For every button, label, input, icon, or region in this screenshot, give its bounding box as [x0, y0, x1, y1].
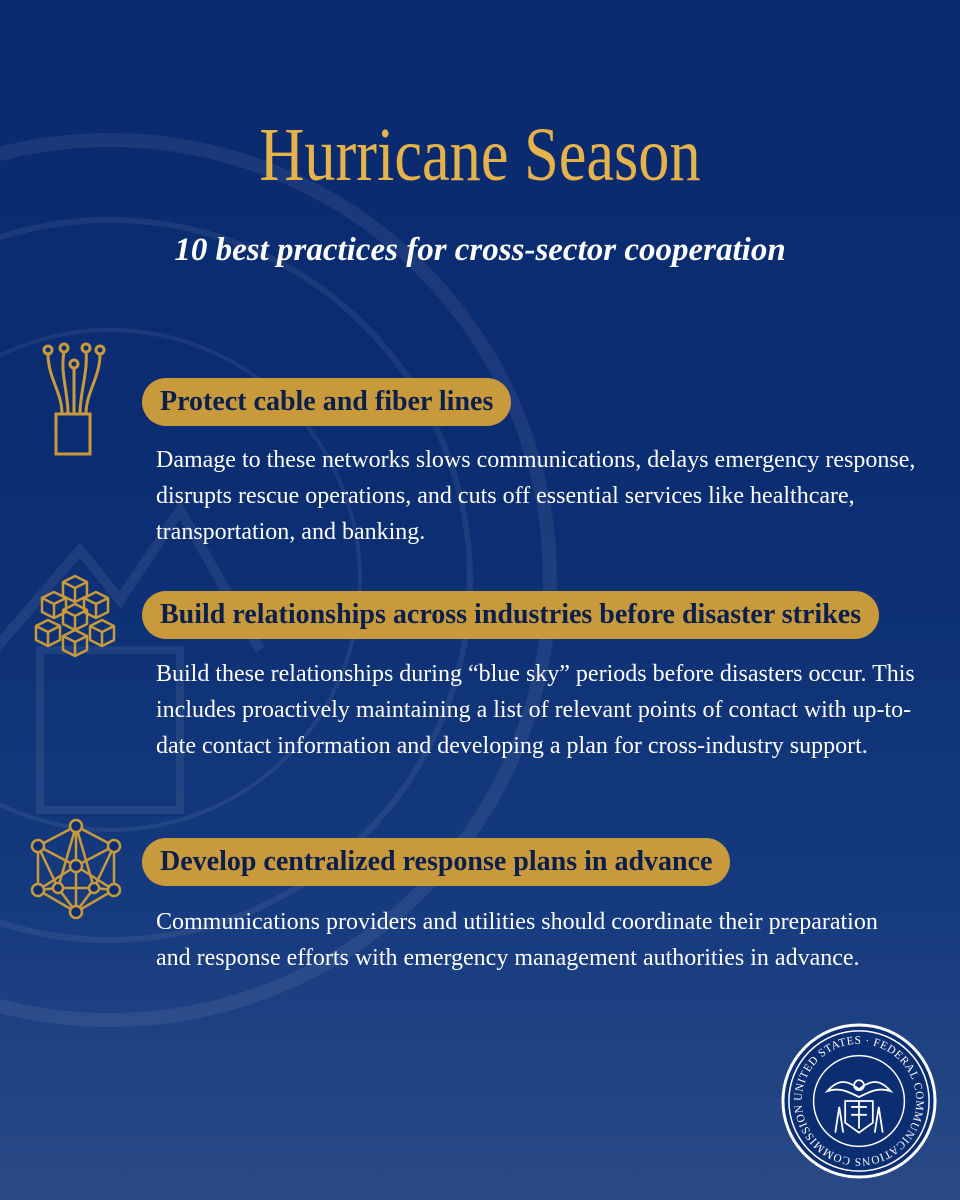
heading-build-relationships: Build relationships across industries before disaster strikes — [142, 591, 879, 639]
network-nodes-icon — [28, 818, 124, 922]
heading-protect-cable: Protect cable and fiber lines — [142, 378, 511, 426]
fiber-cable-icon — [38, 342, 110, 458]
body-protect-cable: Damage to these networks slows communications, delays emergency response, disrupts rescue operations, and cuts off essential services like healthcare, transportation, and banking. — [156, 447, 916, 545]
fcc-seal-icon — [780, 1022, 938, 1180]
body-develop-plans: Communications providers and utilities should coordinate their preparation and response efforts with emergency management authorities in advance. — [156, 909, 878, 971]
cubes-network-icon — [32, 572, 118, 658]
page-title: Hurricane Season — [259, 113, 701, 197]
seal-text: UNITED STATES · FEDERAL COMMUNICATIONS COMMISSION — [792, 1034, 926, 1168]
heading-develop-plans: Develop centralized response plans in advance — [142, 838, 730, 886]
body-build-relationships: Build these relationships during “blue sky” periods before disasters occur. This includes proactively maintaining a list of relevant points of contact with up-to-date contact information and developing a plan for cross-industry support. — [156, 661, 915, 759]
page-subtitle: 10 best practices for cross-sector cooperation — [174, 232, 786, 268]
